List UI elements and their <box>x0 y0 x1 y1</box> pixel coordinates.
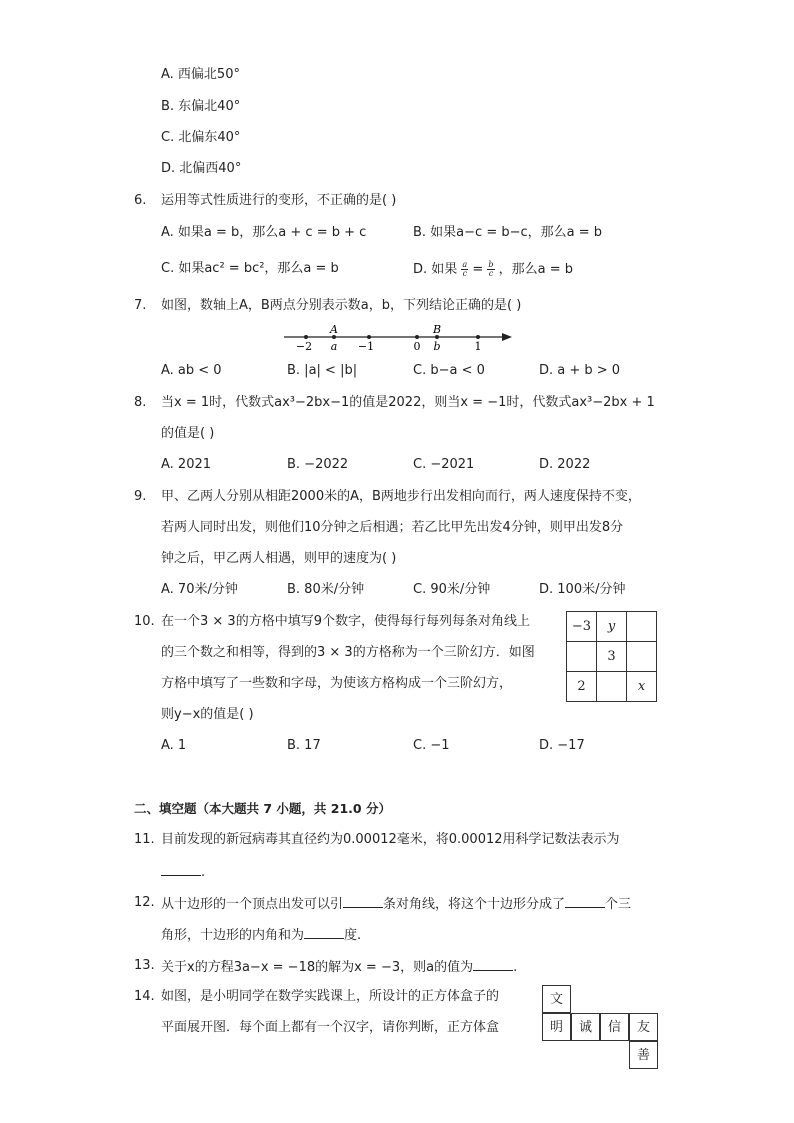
q5-option-a: A. 西偏北50° <box>161 67 240 82</box>
q10-option-d: D. −17 <box>539 738 585 753</box>
fraction-a-over-c <box>461 261 468 278</box>
q6-option-d-prefix: D. 如果 <box>413 262 458 277</box>
q10-option-b: B. 17 <box>287 738 321 753</box>
q10-line4: 则y−x的值是( ) <box>161 707 254 722</box>
q6-number: 6. <box>134 193 147 208</box>
fraction-denominator: c <box>462 269 468 278</box>
grid-cell: y <box>597 612 627 642</box>
q12-text-part1: 从十边形的一个顶点出发可以引 <box>161 897 344 912</box>
q8-option-d: D. 2022 <box>539 457 591 472</box>
q13-line1 <box>161 958 517 976</box>
grid-cell <box>597 672 627 702</box>
q6-option-d-suffix: ，那么a = b <box>498 262 574 277</box>
q9-line2: 若两人同时出发，则他们10分钟之后相遇；若乙比甲先出发4分钟，则甲出发8分 <box>161 520 624 535</box>
tick-dot-minus2 <box>304 335 308 339</box>
q11-number: 11. <box>134 832 155 847</box>
q9-option-d: D. 100米/分钟 <box>539 582 626 597</box>
axis-label: 0 <box>413 340 421 353</box>
axis-label: a <box>330 340 338 353</box>
q11-line1: 目前发现的新冠病毒其直径约为0.00012毫米，将0.00012用科学记数法表示为 <box>161 832 620 847</box>
q5-option-b: B. 东偏北40° <box>161 99 241 114</box>
cube-face: 善 <box>629 1041 658 1069</box>
tick-dot-zero <box>415 335 419 339</box>
q8-line1: 当x = 1时，代数式ax³−2bx−1的值是2022，则当x = −1时，代数式ax³−2bx + 1 <box>161 395 655 410</box>
cube-net-figure <box>542 985 662 1075</box>
q14-number: 14. <box>134 989 155 1004</box>
axis-label: −1 <box>357 340 375 353</box>
grid-cell <box>627 642 657 672</box>
q10-number: 10. <box>134 614 155 629</box>
grid-cell: 2 <box>567 672 597 702</box>
q6-option-c: C. 如果ac² = bc²，那么a = b <box>161 261 339 276</box>
axis-label: −2 <box>295 340 313 353</box>
q6-option-d <box>413 261 573 278</box>
q14-line2: 平面展开图．每个面上都有一个汉字，请你判断，正方体盒 <box>161 1020 500 1035</box>
fraction-numerator: a <box>462 260 468 269</box>
fraction-denominator: c <box>488 269 494 278</box>
tick-dot-one <box>476 335 480 339</box>
q7-stem: 如图，数轴上A，B两点分别表示数a，b，下列结论正确的是( ) <box>161 298 522 313</box>
answer-blank <box>161 863 201 876</box>
grid-cell <box>627 612 657 642</box>
fraction-numerator: b <box>488 260 494 269</box>
q9-option-c: C. 90米/分钟 <box>413 582 491 597</box>
q10-line2: 的三个数之和相等，得到的3 × 3的方格称为一个三阶幻方．如图 <box>161 645 535 660</box>
q12-text-line2a: 角形，十边形的内角和为 <box>161 928 305 943</box>
q7-option-c: C. b−a < 0 <box>413 363 485 378</box>
axis-label: 1 <box>474 340 482 353</box>
q8-option-c: C. −2021 <box>413 457 475 472</box>
q13-number: 13. <box>134 958 155 973</box>
answer-blank <box>304 926 344 939</box>
q9-line3: 钟之后，甲乙两人相遇，则甲的速度为( ) <box>161 551 397 566</box>
q9-line1: 甲、乙两人分别从相距2000米的A，B两地步行出发相向而行，两人速度保持不变， <box>161 489 641 504</box>
q8-number: 8. <box>134 395 147 410</box>
cube-face: 明 <box>542 1013 571 1041</box>
q12-line2 <box>161 926 361 944</box>
q9-option-b: B. 80米/分钟 <box>287 582 365 597</box>
answer-blank <box>565 895 605 908</box>
q8-line2: 的值是( ) <box>161 426 215 441</box>
q12-line1 <box>161 895 631 913</box>
q7-option-a: A. ab < 0 <box>161 363 222 378</box>
q9-number: 9. <box>134 489 147 504</box>
q8-option-a: A. 2021 <box>161 457 212 472</box>
q14-line1: 如图，是小明同学在数学实践课上，所设计的正方体盒子的 <box>161 989 500 1004</box>
q12-text-part2: 条对角线，将这个十边形分成了 <box>383 897 566 912</box>
number-line-figure <box>280 322 520 354</box>
tick-dot-minus1 <box>367 335 371 339</box>
q7-option-d: D. a + b > 0 <box>539 363 621 378</box>
magic-square-grid <box>566 611 657 702</box>
axis-label: b <box>433 340 441 353</box>
q10-option-a: A. 1 <box>161 738 187 753</box>
cube-face: 诚 <box>571 1013 600 1041</box>
q10-option-c: C. −1 <box>413 738 450 753</box>
equals-sign: = <box>472 262 484 277</box>
cube-face: 信 <box>600 1013 629 1041</box>
q12-text-line2b: 度. <box>344 928 362 943</box>
q13-text-part1: 关于x的方程3a−x = −18的解为x = −3，则a的值为 <box>161 960 474 975</box>
q10-line1: 在一个3 × 3的方格中填写9个数字，使得每行每列每条对角线上 <box>161 614 530 629</box>
q7-number: 7. <box>134 298 147 313</box>
grid-cell <box>567 642 597 672</box>
cube-face: 文 <box>542 985 571 1013</box>
q5-option-d: D. 北偏西40° <box>161 161 242 176</box>
q12-text-part3: 个三 <box>605 897 632 912</box>
point-b-label: B <box>432 323 442 336</box>
answer-blank <box>473 958 513 971</box>
grid-cell: x <box>627 672 657 702</box>
answer-blank <box>343 895 383 908</box>
q7-option-b: B. |a| < |b| <box>287 363 358 378</box>
q12-number: 12. <box>134 895 155 910</box>
cube-face: 友 <box>629 1013 658 1041</box>
q11-line2 <box>161 863 205 881</box>
point-a-label: A <box>330 323 338 336</box>
q11-period: . <box>201 865 206 880</box>
q6-option-b: B. 如果a−c = b−c，那么a = b <box>413 225 603 240</box>
q6-stem: 运用等式性质进行的变形，不正确的是( ) <box>161 193 397 208</box>
q10-line3: 方格中填写了一些数和字母，为使该方格构成一个三阶幻方， <box>161 676 513 691</box>
fraction-b-over-c <box>487 261 494 278</box>
arrow-icon <box>502 333 512 341</box>
section-heading: 二、填空题（本大题共 7 小题，共 21.0 分） <box>134 801 391 816</box>
q6-option-a: A. 如果a = b，那么a + c = b + c <box>161 225 367 240</box>
q9-option-a: A. 70米/分钟 <box>161 582 238 597</box>
grid-cell: 3 <box>597 642 627 672</box>
q8-option-b: B. −2022 <box>287 457 349 472</box>
q5-option-c: C. 北偏东40° <box>161 130 241 145</box>
q13-period: . <box>513 960 518 975</box>
grid-cell: −3 <box>567 612 597 642</box>
